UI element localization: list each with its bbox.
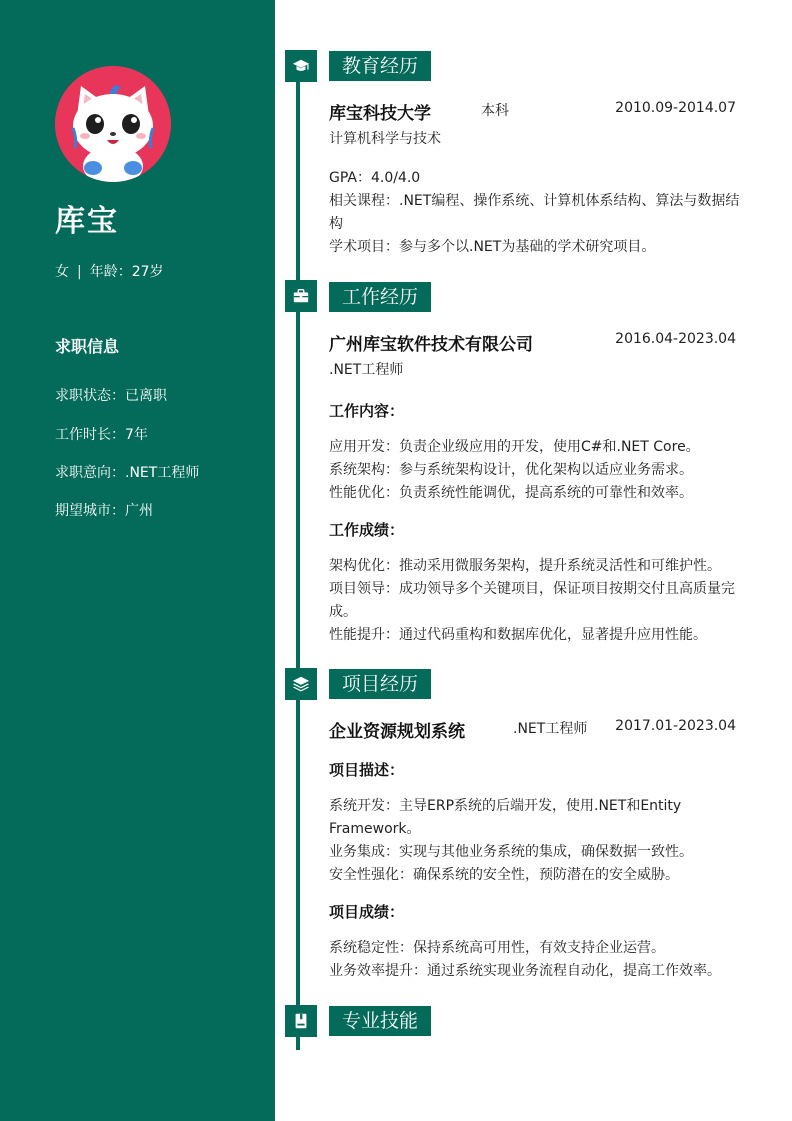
school-name: 库宝科技大学 [329, 104, 431, 124]
degree: 本科 [481, 103, 509, 119]
graduation-cap-icon [292, 57, 310, 75]
avatar [55, 66, 171, 182]
project-result-title: 项目成绩： [329, 903, 405, 921]
basic-info [55, 261, 164, 281]
project-period: 2017.01-2023.04 [615, 718, 736, 734]
work-result-item: 架构优化：推动采用微服务架构，提升系统灵活性和可维护性。 [329, 558, 721, 574]
work-content-item: 应用开发：负责企业级应用的开发，使用C#和.NET Core。 [329, 439, 700, 455]
project-desc-item: 系统开发：主导ERP系统的后端开发，使用.NET和Entity [329, 798, 682, 814]
project-name: 企业资源规划系统 [329, 722, 465, 742]
skills-section-icon [285, 1005, 317, 1037]
project-desc-item: 业务集成：实现与其他业务系统的集成，确保数据一致性。 [329, 844, 693, 860]
academic-project: 学术项目：参与多个以.NET为基础的学术研究项目。 [329, 239, 656, 255]
timeline-line [296, 60, 300, 1050]
project-section-title: 项目经历 [329, 669, 431, 699]
project-section-icon [285, 668, 317, 700]
work-years: 工作时长：7年 [55, 427, 148, 443]
job-intent: 求职意向：.NET工程师 [55, 465, 200, 481]
work-period: 2016.04-2023.04 [615, 331, 736, 347]
work-section-title: 工作经历 [329, 282, 431, 312]
briefcase-icon [292, 287, 310, 305]
education-section-title: 教育经历 [329, 51, 431, 81]
separator: | [77, 264, 82, 280]
sidebar [0, 0, 275, 1121]
education-section-icon [285, 50, 317, 82]
courses-line: 相关课程：.NET编程、操作系统、计算机体系结构、算法与数据结 [329, 193, 740, 209]
work-result-item-wrap: 成。 [329, 604, 357, 620]
work-content-title: 工作内容： [329, 402, 405, 420]
project-desc-item: 安全性强化：确保系统的安全性，预防潜在的安全威胁。 [329, 867, 679, 883]
job-status: 求职状态：已离职 [55, 388, 167, 404]
work-result-item: 性能提升：通过代码重构和数据库优化，显著提升应用性能。 [329, 627, 707, 643]
work-result-title: 工作成绩： [329, 521, 405, 539]
major: 计算机科学与技术 [329, 131, 441, 147]
work-section-icon [285, 280, 317, 312]
education-period: 2010.09-2014.07 [615, 100, 736, 116]
work-content-item: 系统架构：参与系统架构设计，优化架构以适应业务需求。 [329, 462, 693, 478]
courses-line-wrap: 构 [329, 216, 343, 232]
work-content-item: 性能优化：负责系统性能调优，提高系统的可靠性和效率。 [329, 485, 693, 501]
expected-city: 期望城市：广州 [55, 503, 153, 519]
project-result-item: 业务效率提升：通过系统实现业务流程自动化，提高工作效率。 [329, 963, 721, 979]
age: 年龄：27岁 [89, 264, 164, 280]
cat-mascot-icon [55, 66, 171, 182]
book-icon [292, 1012, 310, 1030]
job-info-title: 求职信息 [55, 337, 120, 356]
layers-icon [292, 675, 310, 693]
gender: 女 [55, 264, 69, 280]
work-position: .NET工程师 [329, 362, 404, 378]
candidate-name: 库宝 [55, 204, 119, 239]
work-result-item: 项目领导：成功领导多个关键项目，保证项目按期交付且高质量完 [329, 581, 735, 597]
company-name: 广州库宝软件技术有限公司 [329, 335, 533, 355]
project-role: .NET工程师 [513, 721, 588, 737]
project-desc-item-wrap: Framework。 [329, 821, 421, 837]
gpa: GPA：4.0/4.0 [329, 170, 421, 186]
project-desc-title: 项目描述： [329, 761, 405, 779]
skills-section-title: 专业技能 [329, 1006, 431, 1036]
project-result-item: 系统稳定性：保持系统高可用性，有效支持企业运营。 [329, 940, 665, 956]
